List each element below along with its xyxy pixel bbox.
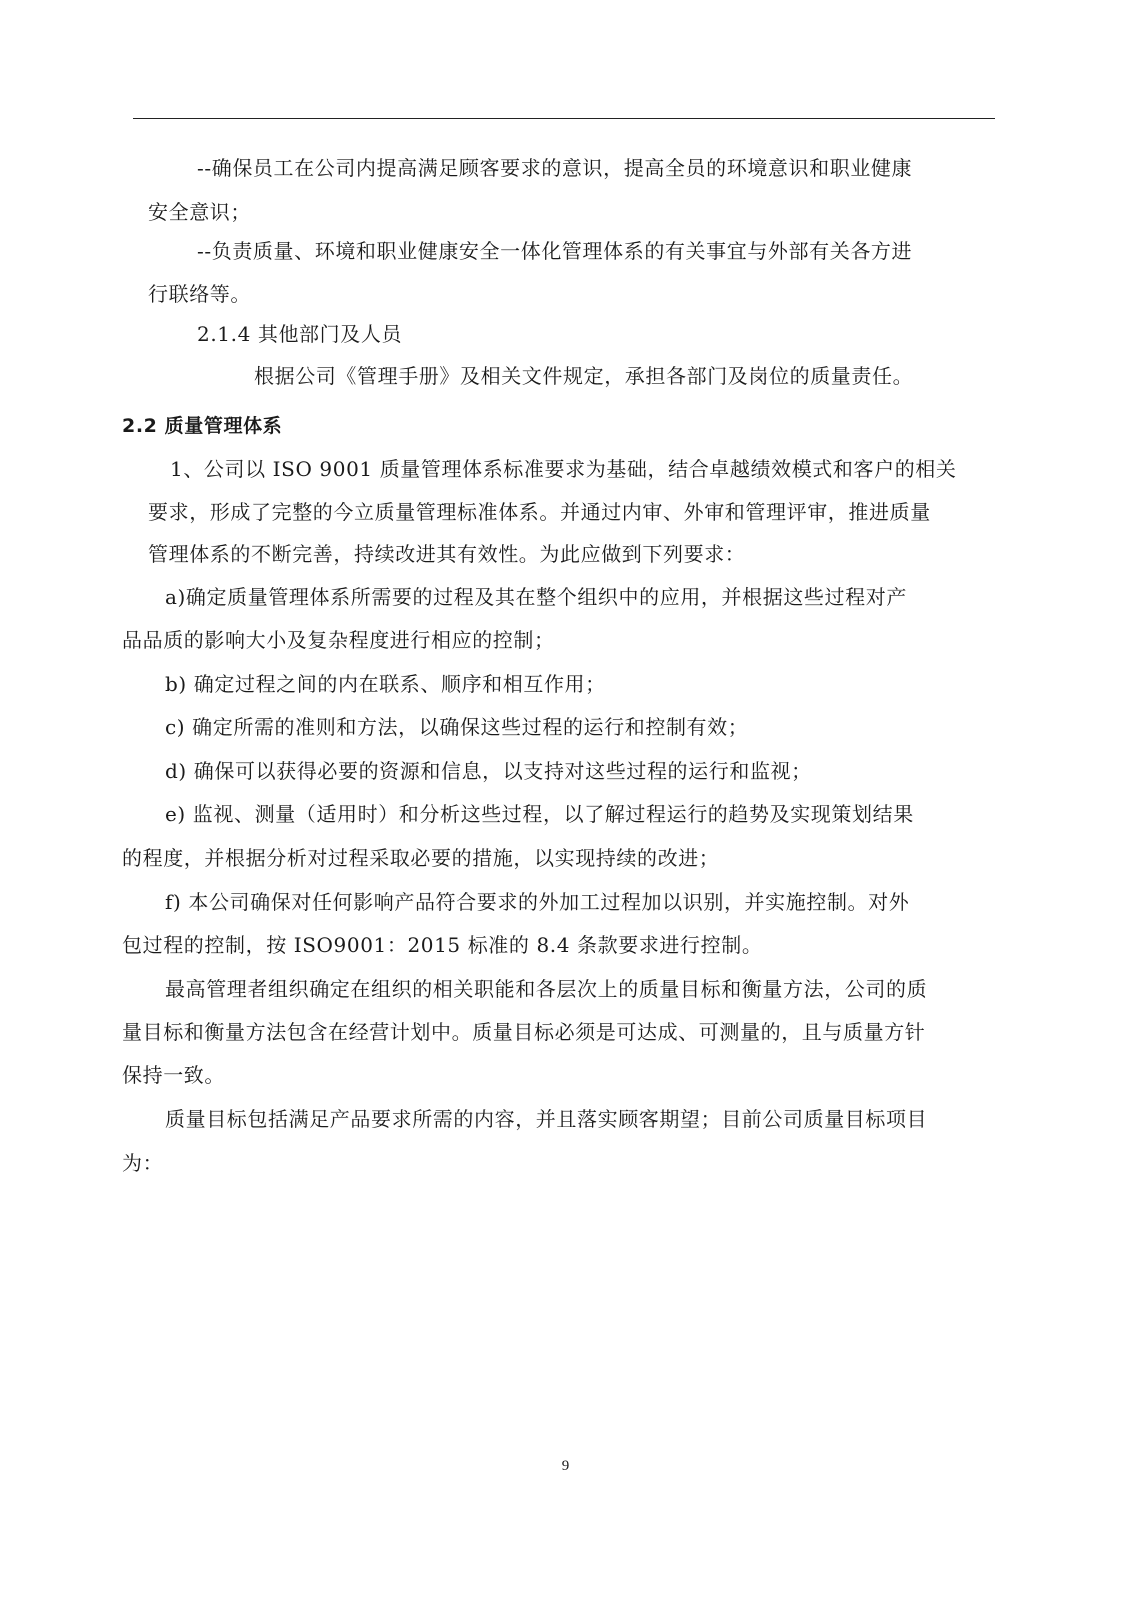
text-line: 要求，形成了完整的今立质量管理标准体系。并通过内审、外审和管理评审，推进质量 — [148, 500, 931, 524]
list-item: b) 确定过程之间的内在联系、顺序和相互作用； — [165, 672, 606, 696]
text-line: 为： — [122, 1151, 164, 1175]
list-item: c) 确定所需的准则和方法，以确保这些过程的运行和控制有效； — [165, 715, 749, 739]
subsection-title: 2.1.4 其他部门及人员 — [197, 322, 403, 346]
text-line: 包过程的控制，按 ISO9001：2015 标准的 8.4 条款要求进行控制。 — [122, 933, 763, 957]
list-item: e) 监视、测量（适用时）和分析这些过程，以了解过程运行的趋势及实现策划结果 — [165, 802, 914, 826]
header-rule — [133, 118, 995, 119]
text-line: 保持一致。 — [122, 1063, 225, 1087]
text-line: 1、公司以 ISO 9001 质量管理体系标准要求为基础，结合卓越绩效模式和客户的相关 — [170, 457, 957, 481]
text-line: 最高管理者组织确定在组织的相关职能和各层次上的质量目标和衡量方法，公司的质 — [165, 977, 928, 1001]
page-number: 9 — [561, 1458, 570, 1474]
text-line: 量目标和衡量方法包含在经营计划中。质量目标必须是可达成、可测量的，且与质量方针 — [122, 1020, 926, 1044]
text-line: 管理体系的不断完善，持续改进其有效性。为此应做到下列要求： — [148, 542, 746, 566]
text-line: --负责质量、环境和职业健康安全一体化管理体系的有关事宜与外部有关各方进 — [197, 239, 913, 263]
text-line: 根据公司《管理手册》及相关文件规定，承担各部门及岗位的质量责任。 — [254, 364, 914, 388]
text-line: 安全意识； — [148, 200, 251, 224]
text-line: 的程度，并根据分析对过程采取必要的措施，以实现持续的改进； — [122, 846, 720, 870]
list-item: f) 本公司确保对任何影响产品符合要求的外加工过程加以识别，并实施控制。对外 — [165, 890, 910, 914]
text-line: 品品质的影响大小及复杂程度进行相应的控制； — [122, 628, 555, 652]
text-line: --确保员工在公司内提高满足顾客要求的意识，提高全员的环境意识和职业健康 — [197, 156, 913, 180]
text-line: 质量目标包括满足产品要求所需的内容，并且落实顾客期望；目前公司质量目标项目 — [165, 1107, 928, 1131]
text-line: 行联络等。 — [148, 282, 251, 306]
list-item: d) 确保可以获得必要的资源和信息，以支持对这些过程的运行和监视； — [165, 759, 812, 783]
section-heading: 2.2 质量管理体系 — [122, 415, 283, 437]
list-item: a)确定质量管理体系所需要的过程及其在整个组织中的应用，并根据这些过程对产 — [165, 585, 907, 609]
